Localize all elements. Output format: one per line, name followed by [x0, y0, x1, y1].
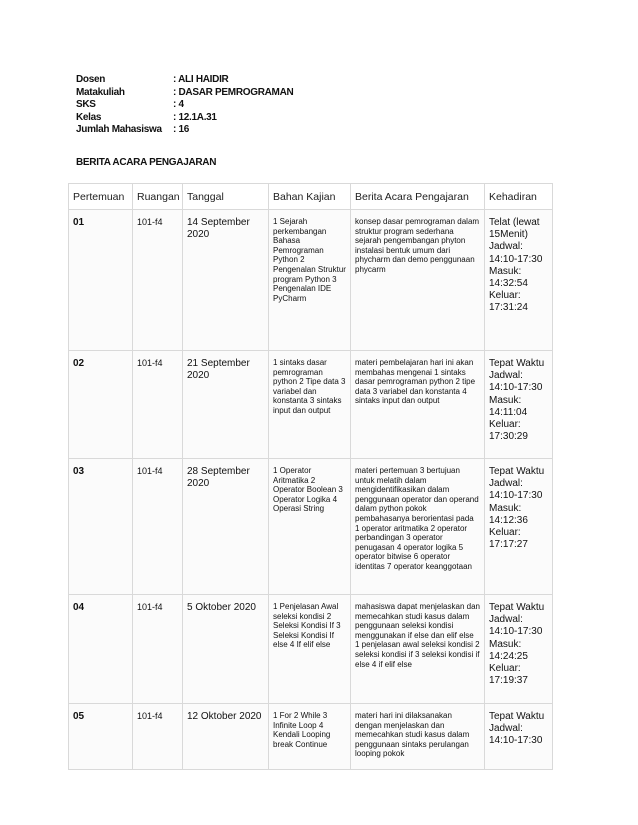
cell-tanggal: 14 September 2020: [183, 210, 269, 351]
cell-pertemuan: 04: [69, 595, 133, 704]
cell-kehadiran: Telat (lewat 15Menit) Jadwal: 14:10-17:30 Masuk: 14:32:54 Keluar: 17:31:24: [485, 210, 553, 351]
table-row: [69, 351, 553, 459]
info-label: Kelas: [76, 111, 102, 123]
cell-berita-acara: materi pertemuan 3 bertujuan untuk melatih dalam mengidentifikasikan dalam penggunaan operator dan operand dalam python pokok pembahasanya berorientasi pada 1 operator aritmatika 2 operator perbandingan 3 operator penugasan 4 operator logika 5 operator bitwise 6 operator identitas 7 operator keanggotaan: [351, 459, 485, 595]
table-header-row: [69, 184, 553, 210]
course-info: [76, 74, 293, 137]
header-kehadiran: Kehadiran: [485, 184, 553, 210]
header-pertemuan: Pertemuan: [69, 184, 133, 210]
info-value: : 16: [173, 124, 190, 135]
cell-berita-acara: mahasiswa dapat menjelaskan dan memecahkan studi kasus dalam penggunaan seleksi kondisi menggunakan if else dan elif else 1 penjelasan awal seleksi kondisi 2 seleksi kondisi if 3 seleksi kondisi if else 4 if elif else: [351, 595, 485, 704]
info-label: SKS: [76, 99, 96, 110]
info-row-jumlah: [76, 124, 293, 137]
cell-pertemuan: 01: [69, 210, 133, 351]
cell-tanggal: 21 September 2020: [183, 351, 269, 459]
cell-pertemuan: 02: [69, 351, 133, 459]
cell-kehadiran: Tepat Waktu Jadwal: 14:10-17:30 Masuk: 14:11:04 Keluar: 17:30:29: [485, 351, 553, 459]
info-row-matakuliah: [76, 87, 293, 100]
info-row-dosen: [76, 74, 293, 87]
info-label: Matakuliah: [76, 86, 125, 98]
cell-berita-acara: konsep dasar pemrograman dalam struktur program sederhana sejarah pengembangan phyton instalasi bentuk umum dari phycharm dan demo penggunaan phycarm: [351, 210, 485, 351]
cell-berita-acara: materi hari ini dilaksanakan dengan menjelaskan dan memecahkan studi kasus dalam penggunaan sintaks perulangan looping pokok: [351, 704, 485, 770]
cell-tanggal: 28 September 2020: [183, 459, 269, 595]
cell-kehadiran: Tepat Waktu Jadwal: 14:10-17:30: [485, 704, 553, 770]
header-tanggal: Tanggal: [183, 184, 269, 210]
section-title: BERITA ACARA PENGAJARAN: [76, 157, 217, 168]
table-row: [69, 459, 553, 595]
cell-bahan-kajian: 1 sintaks dasar pemrograman python 2 Tipe data 3 variabel dan konstanta 3 sintaks input dan output: [269, 351, 351, 459]
cell-kehadiran: Tepat Waktu Jadwal: 14:10-17:30 Masuk: 14:12:36 Keluar: 17:17:27: [485, 459, 553, 595]
cell-tanggal: 12 Oktober 2020: [183, 704, 269, 770]
cell-ruangan: 101-f4: [133, 351, 183, 459]
cell-ruangan: 101-f4: [133, 704, 183, 770]
cell-bahan-kajian: 1 Sejarah perkembangan Bahasa Pemrograman Python 2 Pengenalan Struktur program Python 3 Pengenalan IDE PyCharm: [269, 210, 351, 351]
cell-tanggal: 5 Oktober 2020: [183, 595, 269, 704]
cell-pertemuan: 05: [69, 704, 133, 770]
table-row: [69, 210, 553, 351]
cell-kehadiran: Tepat Waktu Jadwal: 14:10-17:30 Masuk: 14:24:25 Keluar: 17:19:37: [485, 595, 553, 704]
header-bahan-kajian: Bahan Kajian: [269, 184, 351, 210]
info-label: Jumlah Mahasiswa: [76, 124, 162, 135]
table-row: [69, 595, 553, 704]
info-value: : 12.1A.31: [173, 111, 217, 123]
info-row-sks: [76, 99, 293, 112]
cell-ruangan: 101-f4: [133, 459, 183, 595]
cell-bahan-kajian: 1 Penjelasan Awal seleksi kondisi 2 Seleksi Kondisi If 3 Seleksi Kondisi If else 4 If elif else: [269, 595, 351, 704]
info-label: Dosen: [76, 74, 106, 85]
header-berita-acara: Berita Acara Pengajaran: [351, 184, 485, 210]
cell-ruangan: 101-f4: [133, 210, 183, 351]
info-value: : 4: [173, 99, 184, 110]
cell-ruangan: 101-f4: [133, 595, 183, 704]
cell-bahan-kajian: 1 Operator Aritmatika 2 Operator Boolean 3 Operator Logika 4 Operasi String: [269, 459, 351, 595]
header-ruangan: Ruangan: [133, 184, 183, 210]
info-row-kelas: [76, 112, 293, 125]
cell-berita-acara: materi pembelajaran hari ini akan membahas mengenai 1 sintaks dasar pemrograman python 2 tipe data 3 variabel dan konstanta 4 sintaks input dan output: [351, 351, 485, 459]
teaching-log-table: [68, 183, 553, 770]
info-value: : DASAR PEMROGRAMAN: [173, 86, 294, 98]
info-value: : ALI HAIDIR: [173, 74, 229, 85]
cell-bahan-kajian: 1 For 2 While 3 Infinite Loop 4 Kendali Looping break Continue: [269, 704, 351, 770]
cell-pertemuan: 03: [69, 459, 133, 595]
table-row: [69, 704, 553, 770]
